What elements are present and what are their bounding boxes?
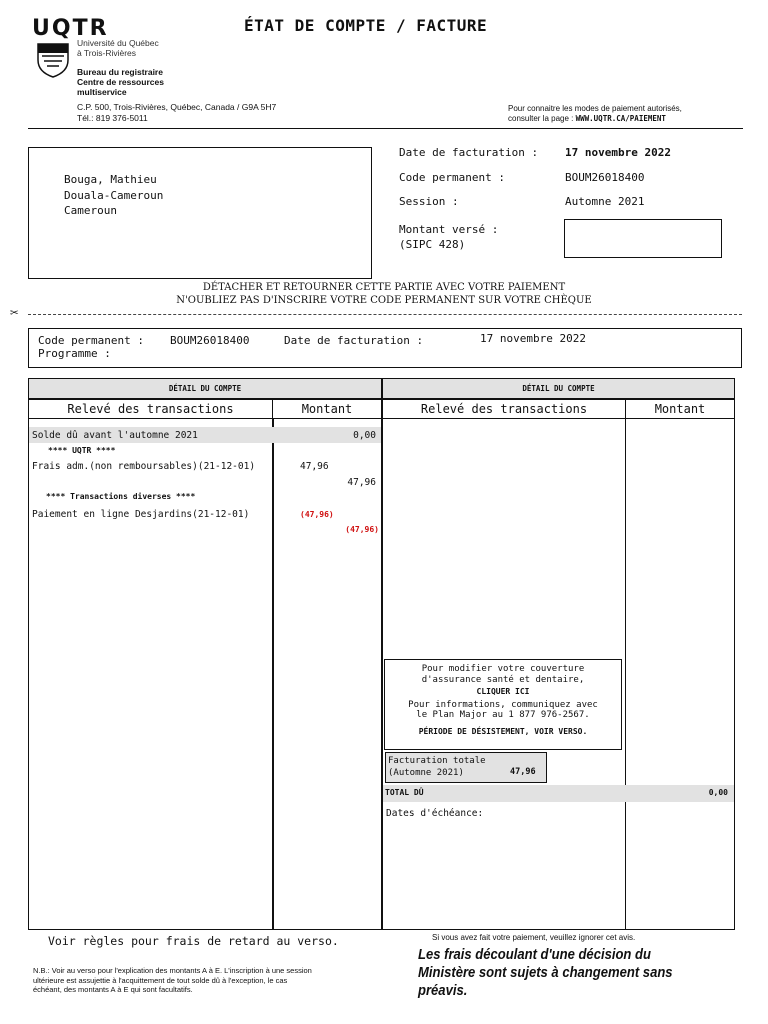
total-billing-value: 47,96	[510, 767, 536, 777]
office-phone: Tél.: 819 376-5011	[77, 113, 148, 123]
strip-code-value: BOUM26018400	[170, 334, 250, 347]
logo-wordmark: UQTR	[32, 16, 109, 41]
customer-country: Cameroun	[64, 204, 117, 217]
permanent-code-reminder: N'OUBLIEZ PAS D'INSCRIRE VOTRE CODE PERMANENT SUR VOTRE CHÈQUE	[176, 295, 592, 306]
billing-date-value: 17 novembre 2022	[565, 146, 671, 159]
total-billing-label: Facturation totale	[388, 756, 486, 766]
customer-city: Douala-Cameroun	[64, 188, 164, 202]
admin-fees-label: Frais adm.(non remboursables)(21-12-01)	[32, 461, 256, 472]
total-due-value: 0,00	[708, 788, 728, 797]
right-col-transactions: Relevé des transactions	[382, 399, 626, 419]
strip-program-label: Programme :	[38, 347, 111, 360]
strip-date-label: Date de facturation :	[284, 334, 424, 347]
misc-transactions-heading: **** Transactions diverses ****	[46, 492, 196, 501]
header-divider	[28, 128, 743, 129]
ministry-note-line3: préavis.	[418, 983, 468, 999]
strip-code-label: Code permanent :	[38, 334, 144, 347]
opening-balance-amount: 0,00	[353, 430, 376, 441]
nb-note-line3: échéant, des montants A à E qui sont facultatifs.	[33, 985, 193, 994]
insurance-click-here-link[interactable]: CLIQUER ICI	[476, 687, 530, 696]
total-due-label: TOTAL DÛ	[385, 788, 424, 797]
insurance-line2: d'assurance santé et dentaire,	[421, 674, 585, 685]
nb-note-line1: N.B.: Voir au verso pour l'explication des montants A à E. L'inscription à une session	[33, 966, 312, 975]
withdrawal-period-note: PÉRIODE DE DÉSISTEMENT, VOIR VERSO.	[418, 726, 588, 736]
left-col-transactions: Relevé des transactions	[28, 399, 273, 419]
uqtr-subtotal: 47,96	[347, 477, 376, 488]
insurance-line4: le Plan Major au 1 877 976-2567.	[416, 710, 590, 720]
office-name-line3: multiservice	[77, 87, 127, 97]
online-payment-amount: (47,96)	[300, 510, 334, 519]
document-title: ÉTAT DE COMPTE / FACTURE	[244, 16, 488, 35]
cut-line	[28, 314, 742, 315]
amount-paid-label: Montant versé :	[399, 223, 499, 236]
section-divider	[381, 378, 383, 930]
payment-page-note	[508, 114, 682, 124]
insurance-line1: Pour modifier votre couverture	[421, 664, 585, 674]
payment-ignore-note: Si vous avez fait votre paiement, veuillez ignorer cet avis.	[432, 933, 636, 942]
due-dates-label: Dates d'échéance:	[386, 808, 484, 819]
payment-methods-note: Pour connaitre les modes de paiement autorisés,	[508, 104, 682, 113]
session-label: Session :	[399, 195, 459, 208]
payment-page-prefix: consulter la page :	[508, 114, 574, 123]
permanent-code-value: BOUM26018400	[565, 171, 645, 184]
university-name-line1: Université du Québec	[77, 38, 159, 48]
billing-date-label: Date de facturation :	[399, 146, 539, 159]
university-crest-icon	[36, 42, 70, 78]
right-col-divider	[625, 419, 626, 930]
university-name-line2: à Trois-Rivières	[77, 48, 137, 58]
right-col-amount: Montant	[625, 399, 735, 419]
permanent-code-label: Code permanent :	[399, 171, 505, 184]
office-name-line1: Bureau du registraire	[77, 67, 163, 77]
detach-instruction: DÉTACHER ET RETOURNER CETTE PARTIE AVEC VOTRE PAIEMENT	[202, 282, 566, 293]
opening-balance-label: Solde dû avant l'automne 2021	[32, 430, 198, 441]
nb-note-line2: ultérieure est assujettie à l'acquittement de tout solde dû à l'exception, le cas	[33, 975, 288, 985]
left-col-divider	[272, 419, 274, 930]
total-billing-session: (Automne 2021)	[388, 768, 464, 778]
late-fees-note: Voir règles pour frais de retard au verso.	[48, 934, 339, 948]
session-value: Automne 2021	[565, 195, 645, 208]
misc-subtotal: (47,96)	[345, 525, 379, 534]
insurance-line3: Pour informations, communiquez avec	[408, 699, 598, 710]
strip-date-value: 17 novembre 2022	[480, 332, 586, 345]
online-payment-label: Paiement en ligne Desjardins(21-12-01)	[32, 509, 250, 520]
office-name-line2: Centre de ressources	[77, 77, 164, 87]
amount-paid-code: (SIPC 428)	[399, 238, 466, 251]
right-section-header: DÉTAIL DU COMPTE	[382, 378, 735, 399]
uqtr-section-heading: **** UQTR ****	[48, 446, 116, 455]
scissors-icon: ✂	[10, 305, 19, 321]
payment-url-link[interactable]: WWW.UQTR.CA/PAIEMENT	[575, 114, 666, 123]
ministry-note-line2: Ministère sont sujets à changement sans	[418, 965, 673, 981]
amount-paid-field[interactable]	[564, 219, 722, 258]
customer-name: Bouga, Mathieu	[64, 173, 157, 186]
admin-fees-amount: 47,96	[300, 461, 329, 472]
left-col-amount: Montant	[272, 399, 382, 419]
office-address: C.P. 500, Trois-Rivières, Québec, Canada / G9A 5H7	[77, 102, 277, 112]
ministry-note-line1: Les frais découlant d'une décision du	[418, 947, 651, 963]
left-section-header: DÉTAIL DU COMPTE	[28, 378, 382, 399]
